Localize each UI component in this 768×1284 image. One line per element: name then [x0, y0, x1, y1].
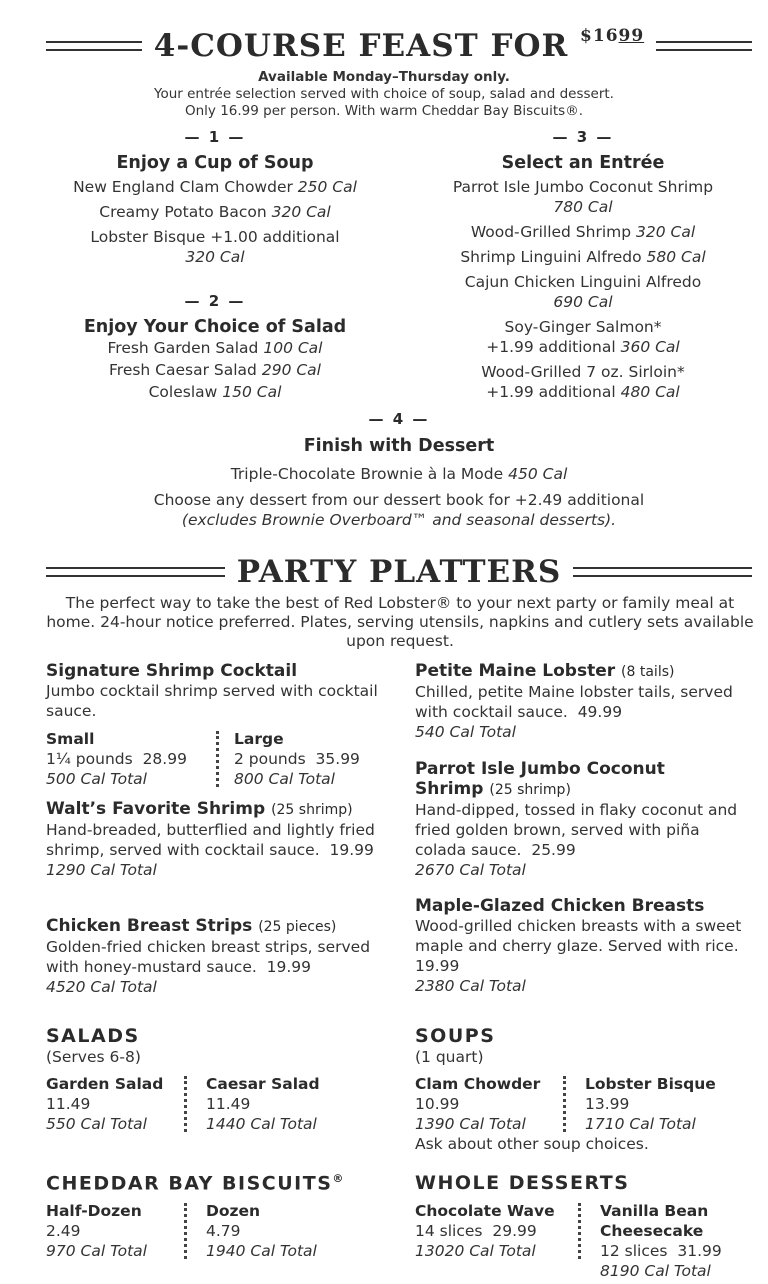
- divider: [216, 731, 219, 787]
- platters-title: PARTY PLATTERS: [236, 554, 562, 590]
- course-3-title: Select an Entrée: [501, 153, 665, 173]
- feast-price-note: Only 16.99 per person. With warm Cheddar Bay Biscuits®.: [185, 103, 583, 119]
- dessert-note: Choose any dessert from our dessert book for +2.49 additional: [153, 491, 645, 509]
- feast-description: Your entrée selection served with choice of soup, salad and dessert.: [154, 86, 614, 102]
- registered-mark: ®: [332, 1172, 345, 1185]
- walts-favorite-shrimp: Walt’s Favorite Shrimp (25 shrimp) Hand-breaded, butterflied and lightly fried shrimp, served with cocktail sauce. 19.99 1290 Cal Total: [46, 799, 375, 879]
- feast-banner: [46, 25, 752, 64]
- menu-item: Triple-Chocolate Brownie à la Mode 450 Cal: [230, 465, 568, 483]
- biscuits-section: [46, 1172, 345, 1194]
- soups-note: Ask about other soup choices.: [415, 1135, 649, 1153]
- menu-item: Lobster Bisque +1.00 additional 320 Cal: [90, 228, 340, 266]
- soups-title: SOUPS: [415, 1025, 496, 1047]
- feast-title: [153, 25, 645, 64]
- feast-title-text: 4-COURSE FEAST FOR: [153, 28, 581, 64]
- salads-section: [46, 1025, 141, 1067]
- menu-item: Wood-Grilled 7 oz. Sirloin* +1.99 additional 480 Cal: [481, 363, 685, 401]
- salads-title: SALADS: [46, 1025, 140, 1047]
- platters-banner: [46, 554, 752, 590]
- banner-rule-left: [46, 567, 225, 577]
- desserts-section: [415, 1172, 629, 1194]
- platter-desc: Jumbo cocktail shrimp served with cocktail sauce.: [46, 682, 378, 720]
- banner-rule-right: [656, 41, 752, 51]
- chicken-breast-strips: Chicken Breast Strips (25 pieces) Golden-fried chicken breast strips, served with honey-mustard sauce. 19.99 4520 Cal Total: [46, 916, 371, 996]
- shrimp-cocktail-large: Large 2 pounds 35.99 800 Cal Total: [234, 730, 360, 788]
- garden-salad: Garden Salad 11.49 550 Cal Total: [46, 1075, 164, 1133]
- banner-rule-right: [573, 567, 752, 577]
- signature-shrimp-cocktail: [46, 661, 386, 721]
- menu-item: Fresh Caesar Salad 290 Cal: [109, 361, 321, 379]
- menu-item: Soy-Ginger Salmon* +1.99 additional 360 Cal: [486, 318, 680, 356]
- caesar-salad: Caesar Salad 11.49 1440 Cal Total: [206, 1075, 320, 1133]
- divider: [578, 1203, 581, 1259]
- feast-availability: Available Monday–Thursday only.: [258, 69, 510, 85]
- divider: [184, 1203, 187, 1259]
- feast-intro: [0, 69, 768, 120]
- divider: [563, 1076, 566, 1132]
- dessert-exclusion: (excludes Brownie Overboard™ and seasonal desserts).: [181, 511, 617, 529]
- shrimp-cocktail-small: Small 1¼ pounds 28.99 500 Cal Total: [46, 730, 187, 788]
- parrot-isle-coconut-shrimp: Parrot Isle Jumbo Coconut Shrimp (25 shrimp) Hand-dipped, tossed in flaky coconut and fried golden brown, served with piña colada sauce. 25.99 2670 Cal Total: [415, 759, 738, 879]
- soups-section: [415, 1025, 495, 1067]
- course-2-title: Enjoy Your Choice of Salad: [83, 317, 347, 337]
- biscuits-title: CHEDDAR BAY BISCUITS: [46, 1172, 333, 1195]
- menu-item: Wood-Grilled Shrimp 320 Cal: [470, 223, 696, 241]
- clam-chowder: Clam Chowder 10.99 1390 Cal Total: [415, 1075, 541, 1133]
- course-4-title: Finish with Dessert: [303, 436, 495, 456]
- feast-price-dollars: $16: [580, 25, 619, 46]
- course-4-step: — 4 —: [368, 410, 430, 428]
- menu-item: Shrimp Linguini Alfredo 580 Cal: [460, 248, 706, 266]
- feast-price-cents: 99: [618, 25, 645, 46]
- course-4-body: [0, 436, 768, 530]
- petite-maine-lobster: Petite Maine Lobster (8 tails) Chilled, petite Maine lobster tails, served with cocktail sauce. 49.99 540 Cal Total: [415, 661, 733, 741]
- platters-intro: The perfect way to take the best of Red Lobster® to your next party or family meal at home. 24-hour notice preferred. Plates, serving utensils, napkins and cutlery sets available upon request.: [46, 594, 754, 650]
- menu-item: Creamy Potato Bacon 320 Cal: [99, 203, 331, 221]
- menu-item: Fresh Garden Salad 100 Cal: [107, 339, 323, 357]
- biscuits-dozen: Dozen 4.79 1940 Cal Total: [206, 1202, 317, 1260]
- course-1-title: Enjoy a Cup of Soup: [116, 153, 314, 173]
- banner-rule-left: [46, 41, 142, 51]
- vanilla-bean-cheesecake: Vanilla Bean Cheesecake 12 slices 31.99 8190 Cal Total: [600, 1202, 722, 1280]
- salads-serves: (Serves 6-8): [46, 1048, 141, 1066]
- menu-item: New England Clam Chowder 250 Cal: [73, 178, 357, 196]
- maple-glazed-chicken: Maple-Glazed Chicken Breasts Wood-grilled chicken breasts with a sweet maple and cherry glaze. Served with rice. 19.99 2380 Cal Total: [415, 896, 742, 995]
- course-3: [398, 128, 768, 402]
- desserts-title: WHOLE DESSERTS: [415, 1172, 630, 1194]
- course-4: [0, 410, 768, 428]
- menu-item: Coleslaw 150 Cal: [148, 383, 282, 401]
- course-1-step: — 1 —: [184, 128, 246, 146]
- course-3-step: — 3 —: [552, 128, 614, 146]
- divider: [184, 1076, 187, 1132]
- course-1: [30, 128, 400, 267]
- chocolate-wave: Chocolate Wave 14 slices 29.99 13020 Cal Total: [415, 1202, 555, 1260]
- course-2: [30, 292, 400, 402]
- lobster-bisque: Lobster Bisque 13.99 1710 Cal Total: [585, 1075, 716, 1133]
- menu-item: Parrot Isle Jumbo Coconut Shrimp 780 Cal: [452, 178, 714, 216]
- menu-item: Cajun Chicken Linguini Alfredo 690 Cal: [464, 273, 702, 311]
- soups-size: (1 quart): [415, 1048, 484, 1066]
- course-2-step: — 2 —: [184, 292, 246, 310]
- biscuits-half-dozen: Half-Dozen 2.49 970 Cal Total: [46, 1202, 147, 1260]
- platter-title: Signature Shrimp Cocktail: [46, 661, 298, 681]
